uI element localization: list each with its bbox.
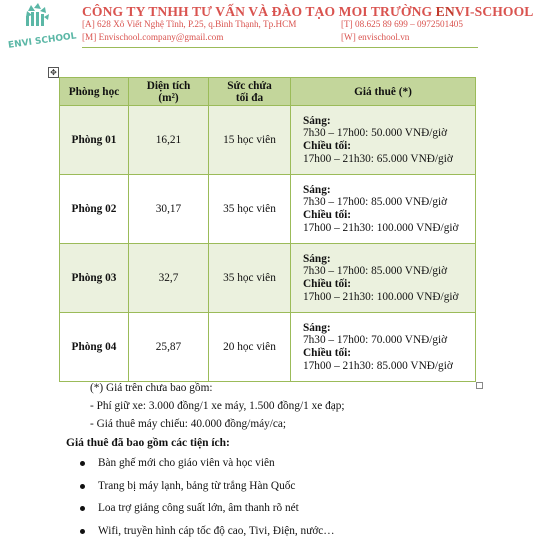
bullet-icon: [80, 461, 85, 466]
list-item: Wifi, truyền hình cáp tốc độ cao, Tivi, Điện, nước…: [66, 519, 335, 542]
included-title: Giá thuê đã bao gồm các tiện ích:: [66, 437, 230, 449]
list-item: Trang bị máy lạnh, bảng từ trắng Hàn Quốc: [66, 474, 335, 497]
room-area: 25,87: [129, 313, 209, 382]
room-price: Sáng: 7h30 – 17h00: 85.000 VNĐ/giờ Chiều tối: 17h00 – 21h30: 100.000 VNĐ/giờ: [291, 244, 476, 313]
list-item: Bàn ghế mới cho giáo viên và học viên: [66, 451, 335, 474]
note-intro: (*) Giá trên chưa bao gồm:: [90, 382, 213, 394]
bullet-icon: [80, 529, 85, 534]
table-row: [60, 244, 476, 313]
company-website: [W] envischool.vn: [341, 32, 410, 42]
room-capacity: 35 học viên: [209, 175, 291, 244]
room-area: 30,17: [129, 175, 209, 244]
table-row: [60, 313, 476, 382]
room-price: Sáng: 7h30 – 17h00: 50.000 VNĐ/giờ Chiều tối: 17h00 – 21h30: 65.000 VNĐ/giờ: [291, 106, 476, 175]
room-name: Phòng 04: [60, 313, 129, 382]
table-row: [60, 175, 476, 244]
letterhead: [0, 0, 533, 51]
table-row: [60, 106, 476, 175]
room-name: Phòng 01: [60, 106, 129, 175]
company-phone: [T] 08.625 89 699 – 0972501405: [341, 19, 463, 29]
list-item: Loa trợ giảng công suất lớn, âm thanh rõ nét: [66, 496, 335, 519]
logo-lettering: ENVI SCHOOL: [7, 31, 78, 51]
bullet-icon: [80, 506, 85, 511]
note-parking: - Phí giữ xe: 3.000 đồng/1 xe máy, 1.500 đồng/1 xe đạp;: [90, 400, 345, 412]
header-divider: [82, 47, 478, 48]
note-projector: - Giá thuê máy chiếu: 40.000 đồng/máy/ca;: [90, 418, 287, 430]
room-name: Phòng 02: [60, 175, 129, 244]
room-capacity: 20 học viên: [209, 313, 291, 382]
header-capacity: Sức chứa tối đa: [209, 78, 291, 106]
room-capacity: 35 học viên: [209, 244, 291, 313]
bullet-icon: [80, 484, 85, 489]
company-email: [M] Envischool.company@gmail.com: [82, 32, 224, 42]
room-price: Sáng: 7h30 – 17h00: 85.000 VNĐ/giờ Chiều tối: 17h00 – 21h30: 100.000 VNĐ/giờ: [291, 175, 476, 244]
table-move-handle-icon[interactable]: ✥: [48, 67, 59, 78]
header-price: Giá thuê (*): [291, 78, 476, 106]
company-name: CÔNG TY TNHH TƯ VẤN VÀ ĐÀO TẠO MOI TRƯỜNG ENVI-SCHOOL: [82, 4, 533, 19]
room-area: 16,21: [129, 106, 209, 175]
table-header-row: [60, 78, 476, 106]
room-area: 32,7: [129, 244, 209, 313]
amenities-list: [66, 451, 335, 541]
header-area: Diện tích (m²): [129, 78, 209, 106]
table-resize-handle[interactable]: [476, 382, 483, 389]
company-address: [A] 628 Xô Viết Nghệ Tĩnh, P.25, q.Bình Thạnh, Tp.HCM: [82, 19, 297, 29]
envi-school-logo: [4, 2, 78, 51]
room-name: Phòng 03: [60, 244, 129, 313]
room-price: Sáng: 7h30 – 17h00: 70.000 VNĐ/giờ Chiều tối: 17h00 – 21h30: 85.000 VNĐ/giờ: [291, 313, 476, 382]
room-capacity: 15 học viên: [209, 106, 291, 175]
header-room: Phòng học: [60, 78, 129, 106]
room-price-table: [59, 77, 476, 382]
